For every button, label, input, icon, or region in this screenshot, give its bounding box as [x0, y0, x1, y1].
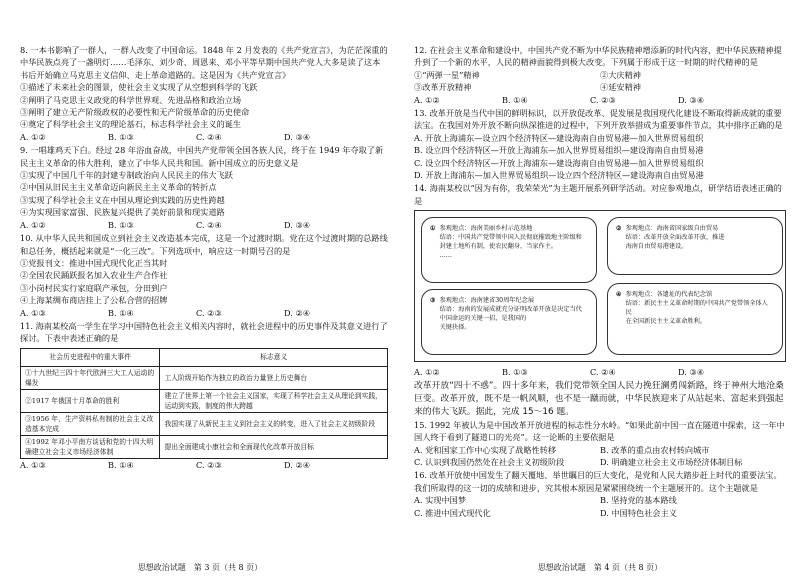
option-b: B. ①③ — [108, 131, 134, 142]
table-row — [21, 412, 388, 435]
question-13-option-d: D. 开放上海浦东—加入世界贸易组织—设立四个经济特区—建设海南自由贸易港 — [414, 170, 704, 181]
option-a: A. 实现中国梦 — [414, 495, 467, 506]
reading-passage: 改革开放“四十不惑”。四十多年来，我们党带领全国人民力挽狂澜勇闯新路，终于神州大地沧桑巨变。改革开放，既不是一帆风顺，也不是一蹴而就，中华民族迎来了从站起来、富起来到强起来的伟大飞跃。据此，完成 15～16 题。 — [414, 380, 784, 417]
option-b: B. ①③ — [108, 219, 134, 230]
option-c: C. ②③ — [590, 94, 616, 105]
question-10-item-2: ②全国农民踊跃报名加入农业生产合作社 — [20, 270, 168, 281]
question-15-options — [414, 444, 786, 469]
card-text: 参观地点：海南美丽乡村示范基地 结语：中国共产党带领中国人民彻底摧毁地主阶级和封建土地所有制，使农民翻身，当家作主。 …… — [439, 225, 582, 260]
question-14-options — [414, 366, 786, 378]
question-10-item-1: ①党报刊文：推进中国式现代化正当其时 — [20, 257, 168, 268]
question-10-item-4: ④上海某绸布商店挂上了公私合营的招牌 — [20, 295, 168, 306]
option-b: B. ①③ — [502, 367, 528, 378]
card-number: ④ — [616, 291, 622, 299]
question-9-item-4: ④为实现国家富强、民族复兴提供了美好前景和现实道路 — [20, 207, 225, 218]
question-10-item-3: ③小岗村民实行家庭联产承包，分田到户 — [20, 282, 168, 293]
card-text: 参观地点：海南省国家级自由贸易 结语：改革开放全面改革开放，推进 海南自由贸易港建设。 — [625, 225, 725, 251]
table-cell: ③1956 年，生产资料私有制的社会主义改造基本完成 — [21, 412, 160, 435]
question-13-option-c: C. 设立四个经济特区—开放上海浦东—建设海南自由贸易港—加入世界贸易组织 — [414, 157, 704, 168]
option-d: D. ③④ — [284, 219, 311, 230]
question-16-stem: 16. 改革开放使中国发生了翻天覆地、举世瞩目的巨大变化，是党和人民大踏步赶上时代的重要法宝。我们所取得的这一切的成绩和进步，究其根本原因是紧紧围绕统一个主题展开的。这个主题就是 — [414, 470, 782, 493]
option-a: A. ①② — [414, 367, 440, 378]
page-footer: 思想政治试题 第 4 页（共 8 页） — [537, 563, 663, 572]
table-row — [21, 389, 388, 412]
option-a: A. ①③ — [20, 459, 46, 470]
option-b: B. 坚持党的基本路线 — [600, 495, 677, 506]
question-15 — [414, 419, 786, 469]
option-d: D. ③④ — [678, 94, 705, 105]
question-15-stem: 15. 1992 年被认为是中国改革开放进程的标志性分水岭。“如果此前中国一直在隧道中探索，这一年中国人终于看到了隧道口的光亮”。这一论断的主要依据是 — [414, 419, 785, 443]
item: ①“两弹一星”精神 — [414, 69, 480, 80]
option-a: A. ①② — [20, 131, 46, 142]
option-c: C. 认识到我国仍然处在社会主义初级阶段 — [414, 456, 565, 467]
question-12-stem: 12. 在社会主义革命和建设中，中国共产党不断为中华民族精神增添新的时代内容，把中华民族精神提升到了一个新的水平，人民的精神面貌得到极大改变。下列属于形成于这一时期的时代精神的是 — [414, 45, 782, 68]
table-cell: ②1917 年俄国十月革命的胜利 — [21, 389, 160, 412]
option-c: C. ②③ — [196, 459, 222, 470]
question-16-options — [414, 494, 786, 519]
question-11-options — [20, 459, 388, 471]
tour-card — [607, 217, 783, 275]
table-header: 社会历史进程中的重大事件 — [21, 348, 160, 366]
question-16 — [414, 469, 786, 519]
question-9-stem: 9. 一唱雄鸡天下白。经过 28 年浴血奋战，中国共产党带领全国各族人民，终于在 1949 年夺取了新民主主义革命的伟大胜利，建立了中华人民共和国。新中国成立的历史意义是 — [20, 145, 384, 168]
question-9-item-1: ①实现了中国几千年的封建专制政治向人民民主的伟大飞跃 — [20, 170, 233, 181]
table-cell: 提出全面建成小康社会和全面现代化改革开放目标 — [160, 435, 388, 458]
table-cell: 我国实现了从新民主主义到社会主义的转变，进入了社会主义初级阶段 — [160, 412, 388, 435]
option-a: A. 党和国家工作中心实现了战略性转移 — [414, 444, 557, 455]
question-8-item-3: ③阐明了建立无产阶级政权的必要性和无产阶级革命的历史使命 — [20, 107, 250, 118]
option-b: B. 改革的重点由农村转向城市 — [600, 444, 710, 455]
option-d: D. ②④ — [284, 307, 311, 318]
option-c: C. ②④ — [590, 367, 616, 378]
option-c: C. 推进中国式现代化 — [414, 507, 491, 518]
card-text: 参观地点：海南建省30周年纪念展 结语：海南的发展成就充分证明改革开放是决定当代中国命运的关键一招，是我国的 关键抉择。 — [439, 297, 582, 332]
item: ③改革开放精神 — [414, 82, 472, 93]
study-tour-cards — [414, 210, 786, 362]
option-d: D. ③④ — [678, 367, 705, 378]
question-11-stem: 11. 海南某校高一学生在学习中国特色社会主义相关内容时，就社会进程中的历史事件及其意义进行了探讨。下表中表述正确的是 — [20, 320, 388, 344]
question-8-stem: 8. 一本书影响了一群人，一群人改变了中国命运。1848 年 2 月发表的《共产党宣言》，为茫茫深重的中华民族点亮了一盏明灯……毛泽东、刘少奇、周恩来、邓小平等早期中国共产党人大多是读了这本书后开始确立马克思主义信仰、走上革命道路的。这是因为《共产党宣言》 — [20, 45, 388, 80]
question-8 — [20, 44, 388, 143]
question-13-option-b: B. 设立四个经济特区—开放上海浦东—加入世界贸易组织—建设海南自由贸易港 — [414, 145, 704, 156]
card-number: ③ — [430, 297, 436, 305]
option-b: B. ①④ — [502, 94, 528, 105]
table-cell: 工人阶级开始作为独立的政治力量登上历史舞台 — [160, 366, 388, 389]
option-c: C. ②④ — [196, 131, 222, 142]
option-d: D. ②④ — [284, 459, 311, 470]
table-cell: ④1992 年邓小平南方谈话和党的十四大明确建立社会主义市场经济体制 — [21, 435, 160, 458]
question-8-item-1: ①描述了未来社会的图景，使社会主义实现了从空想到科学的飞跃 — [20, 82, 258, 93]
tour-card — [421, 289, 597, 355]
question-12 — [414, 44, 786, 106]
option-d: D. 中国特色社会主义 — [600, 507, 677, 518]
table-cell: 建立了世界上第一个社会主义国家，实现了科学社会主义从理论到实践，运动到实践，制度的伟大跨越 — [160, 389, 388, 412]
question-9-item-3: ③实现了科学社会主义在中国从理论到实践的历史性跨越 — [20, 194, 225, 205]
question-9 — [20, 144, 388, 231]
card-number: ① — [430, 225, 436, 233]
question-12-items — [414, 69, 786, 94]
question-8-item-2: ②阐明了马克思主义政党的科学世界观、先进品格和政治立场 — [20, 94, 242, 105]
question-11 — [20, 320, 388, 471]
question-9-options — [20, 219, 388, 231]
option-a: A. ①③ — [20, 307, 46, 318]
page-4 — [400, 0, 800, 579]
events-table — [20, 348, 388, 459]
table-row — [21, 435, 388, 458]
table-header: 标志意义 — [160, 348, 388, 366]
question-13-stem: 13. 改革开放是当代中国的鲜明标识，以开放促改革、促发展是我国现代化建设不断取得新成就的重要法宝。在我国对外开放不断向纵深推进的过程中，下列开放举措成为重要事件节点，其中排序正确的是 — [414, 108, 783, 131]
tour-card — [421, 217, 597, 283]
option-d: D. 明确建立社会主义市场经济体制目标 — [600, 456, 743, 467]
question-14-stem: 14. 海南某校以“因为有你，我荣荣光”为主题开展系列研学活动。对应参观地点，研学结语表述正确的是 — [414, 183, 782, 206]
card-number: ② — [616, 225, 622, 233]
tour-card — [607, 283, 783, 355]
page-footer: 思想政治试题 第 3 页（共 8 页） — [137, 563, 263, 572]
option-b: B. ①④ — [108, 459, 134, 470]
card-text: 参观地点：各遗址的代表纪念馆 结语：新民主主义革命时期的中国共产党带领全体人民 在全国新民主主义革命胜利。 — [625, 291, 768, 326]
question-8-options — [20, 131, 388, 143]
option-b: B. ①④ — [108, 307, 134, 318]
question-13 — [414, 107, 786, 181]
option-a: A. ①② — [20, 219, 46, 230]
question-14 — [414, 182, 786, 378]
option-a: A. ①② — [414, 94, 440, 105]
question-12-options — [414, 94, 786, 106]
option-c: C. ②③ — [196, 307, 222, 318]
option-c: C. ②④ — [196, 219, 222, 230]
question-9-item-2: ②中国从旧民主主义革命迈向新民主主义革命的转折点 — [20, 182, 217, 193]
table-cell: ①十九世纪三四十年代欧洲三大工人运动的爆发 — [21, 366, 160, 389]
question-10-options — [20, 307, 388, 319]
table-header-row — [21, 348, 388, 366]
question-10 — [20, 232, 388, 319]
item: ④延安精神 — [600, 82, 641, 93]
question-8-item-4: ④奠定了科学社会主义的理论基石，标志科学社会主义的诞生 — [20, 119, 242, 130]
table-row — [21, 366, 388, 389]
option-d: D. ③④ — [284, 131, 311, 142]
question-13-option-a: A. 开放上海浦东—设立四个经济特区—建设海南自由贸易港—加入世界贸易组织 — [414, 132, 704, 143]
question-10-stem: 10. 从中华人民共和国成立到社会主义改造基本完成，这是一个过渡时期。党在这个过渡时期的总路线和总任务，概括起来就是“一化三改”。下列选项中，响应这一时期号召的是 — [20, 233, 388, 256]
item: ②大庆精神 — [600, 69, 641, 80]
